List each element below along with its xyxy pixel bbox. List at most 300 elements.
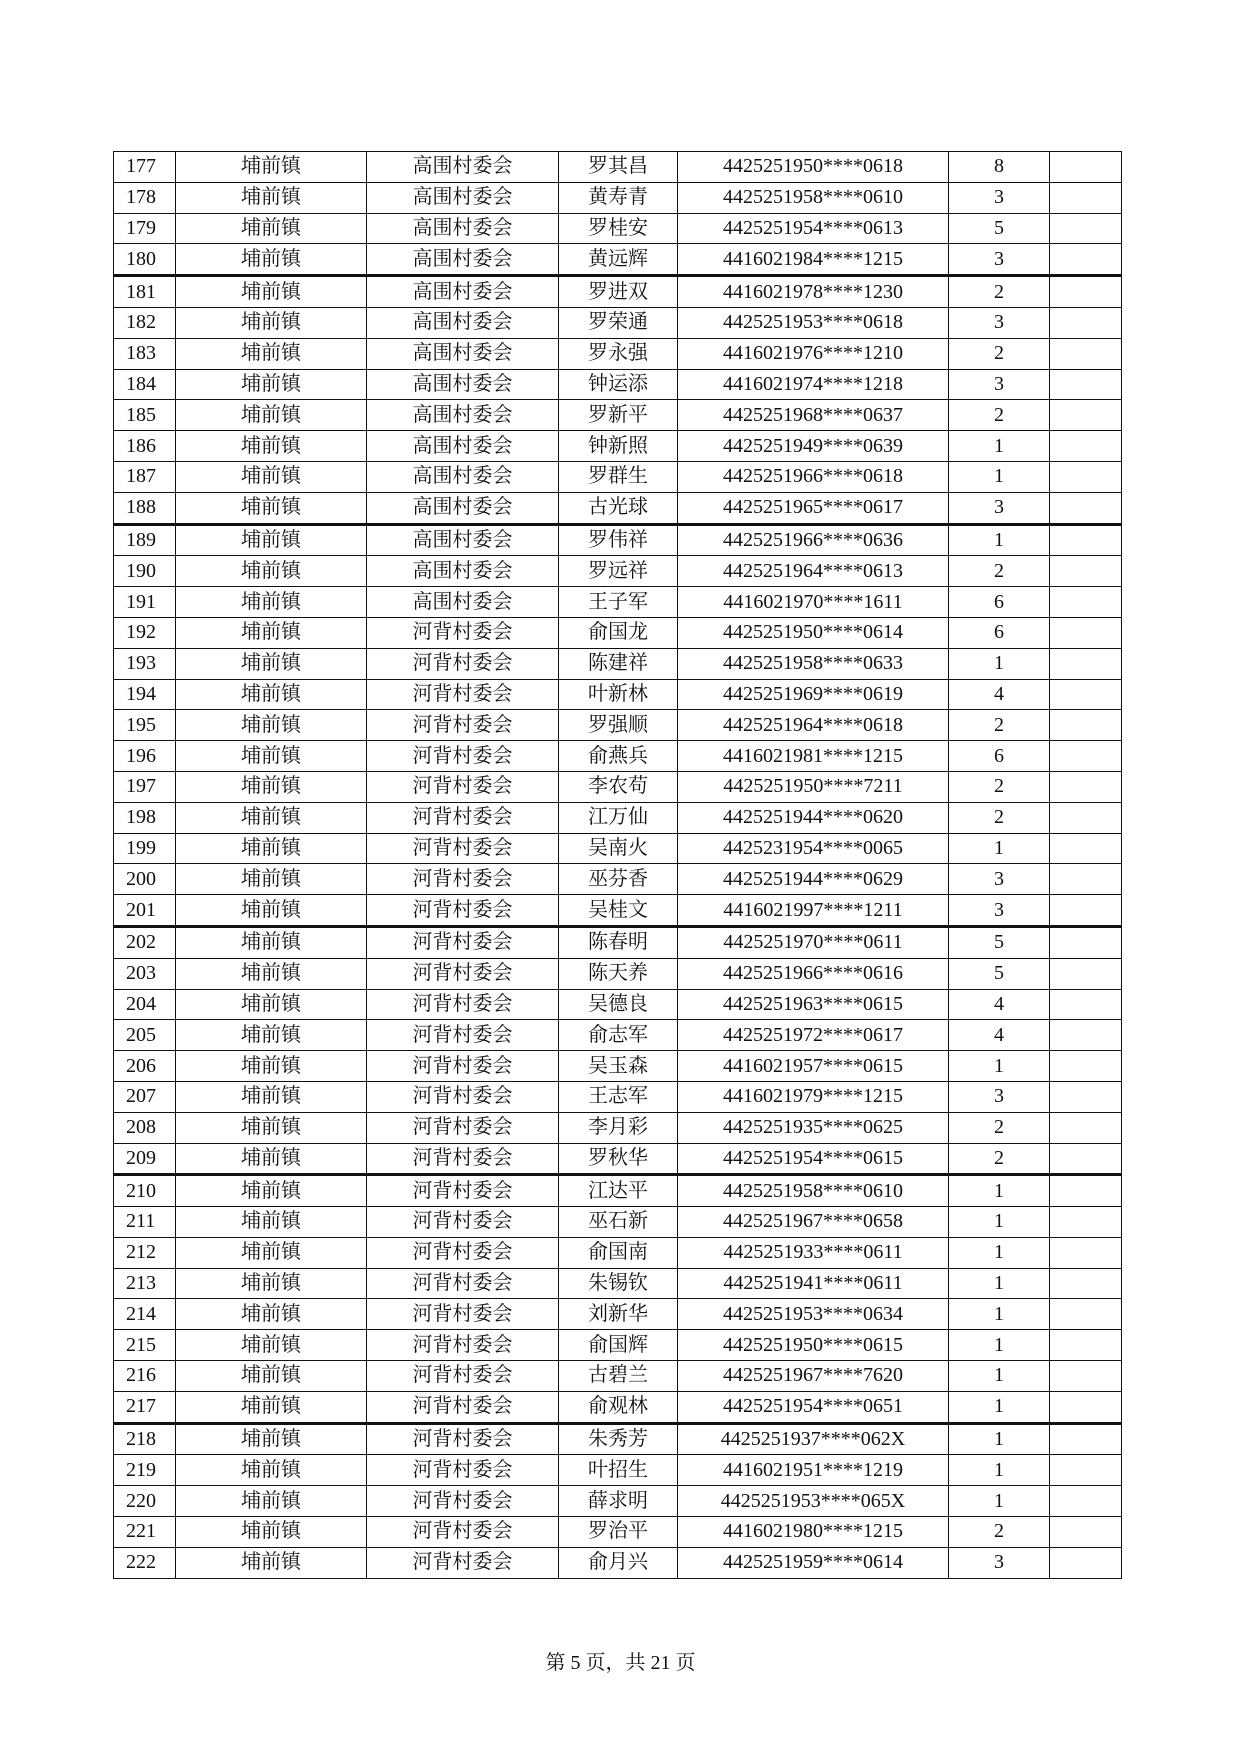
table-row [114,617,1122,648]
row-number-cell: 207 [114,1081,176,1112]
count-cell: 3 [949,492,1050,524]
row-number-cell: 214 [114,1299,176,1330]
town-cell: 埔前镇 [176,1051,367,1082]
person-name-cell: 俞燕兵 [559,741,678,772]
row-number-cell: 182 [114,307,176,338]
count-cell: 1 [949,1268,1050,1299]
table-row [114,1517,1122,1548]
town-cell: 埔前镇 [176,1237,367,1268]
remark-cell [1050,617,1122,648]
person-name-cell: 俞国龙 [559,617,678,648]
table-row [114,833,1122,864]
row-number-cell: 178 [114,182,176,213]
row-number-cell: 189 [114,524,176,556]
town-cell: 埔前镇 [176,771,367,802]
town-cell: 埔前镇 [176,1268,367,1299]
count-cell: 6 [949,741,1050,772]
count-cell: 3 [949,307,1050,338]
person-name-cell: 黄远辉 [559,244,678,276]
count-cell: 1 [949,524,1050,556]
town-cell: 埔前镇 [176,958,367,989]
count-cell: 3 [949,182,1050,213]
count-cell: 1 [949,1299,1050,1330]
id-number-cell: 4425251950****0614 [678,617,949,648]
village-committee-cell: 高围村委会 [367,587,559,618]
village-committee-cell: 高围村委会 [367,369,559,400]
village-committee-cell: 河背村委会 [367,771,559,802]
remark-cell [1050,492,1122,524]
id-number-cell: 4416021984****1215 [678,244,949,276]
count-cell: 2 [949,1143,1050,1175]
table-row [114,710,1122,741]
id-number-cell: 4416021951****1219 [678,1455,949,1486]
person-name-cell: 罗其昌 [559,152,678,183]
remark-cell [1050,1517,1122,1548]
village-committee-cell: 河背村委会 [367,617,559,648]
person-name-cell: 钟新照 [559,431,678,462]
table-row [114,338,1122,369]
remark-cell [1050,276,1122,308]
count-cell: 2 [949,556,1050,587]
id-number-cell: 4425251953****0618 [678,307,949,338]
count-cell: 4 [949,989,1050,1020]
person-name-cell: 薛求明 [559,1486,678,1517]
person-name-cell: 吴南火 [559,833,678,864]
remark-cell [1050,400,1122,431]
id-number-cell: 4425251966****0636 [678,524,949,556]
count-cell: 4 [949,679,1050,710]
id-number-cell: 4425251949****0639 [678,431,949,462]
count-cell: 1 [949,1237,1050,1268]
village-committee-cell: 河背村委会 [367,958,559,989]
person-name-cell: 钟运添 [559,369,678,400]
row-number-cell: 185 [114,400,176,431]
remark-cell [1050,1423,1122,1455]
row-number-cell: 199 [114,833,176,864]
row-number-cell: 222 [114,1547,176,1578]
id-number-cell: 4416021974****1218 [678,369,949,400]
table-row [114,461,1122,492]
row-number-cell: 200 [114,864,176,895]
count-cell: 1 [949,1423,1050,1455]
person-name-cell: 江达平 [559,1175,678,1207]
count-cell: 1 [949,461,1050,492]
count-cell: 2 [949,802,1050,833]
row-number-cell: 219 [114,1455,176,1486]
person-name-cell: 俞志军 [559,1020,678,1051]
village-committee-cell: 高围村委会 [367,492,559,524]
town-cell: 埔前镇 [176,244,367,276]
id-number-cell: 4425251964****0613 [678,556,949,587]
remark-cell [1050,1547,1122,1578]
table-row [114,895,1122,927]
town-cell: 埔前镇 [176,679,367,710]
table-row [114,1020,1122,1051]
count-cell: 3 [949,244,1050,276]
table-row [114,244,1122,276]
count-cell: 5 [949,958,1050,989]
village-committee-cell: 河背村委会 [367,802,559,833]
village-committee-cell: 河背村委会 [367,1143,559,1175]
count-cell: 3 [949,1547,1050,1578]
id-number-cell: 4425251953****0634 [678,1299,949,1330]
person-name-cell: 陈建祥 [559,648,678,679]
count-cell: 2 [949,338,1050,369]
town-cell: 埔前镇 [176,1455,367,1486]
person-name-cell: 罗荣通 [559,307,678,338]
row-number-cell: 190 [114,556,176,587]
remark-cell [1050,338,1122,369]
row-number-cell: 183 [114,338,176,369]
id-number-cell: 4425251941****0611 [678,1268,949,1299]
count-cell: 8 [949,152,1050,183]
count-cell: 6 [949,617,1050,648]
town-cell: 埔前镇 [176,1207,367,1238]
row-number-cell: 177 [114,152,176,183]
id-number-cell: 4425251966****0618 [678,461,949,492]
town-cell: 埔前镇 [176,989,367,1020]
village-committee-cell: 河背村委会 [367,1361,559,1392]
row-number-cell: 179 [114,213,176,244]
row-number-cell: 193 [114,648,176,679]
remark-cell [1050,1237,1122,1268]
remark-cell [1050,182,1122,213]
table-row [114,679,1122,710]
person-name-cell: 罗强顺 [559,710,678,741]
id-number-cell: 4425251969****0619 [678,679,949,710]
id-number-cell: 4425251972****0617 [678,1020,949,1051]
table-row [114,400,1122,431]
remark-cell [1050,369,1122,400]
id-number-cell: 4425251970****0611 [678,926,949,958]
table-row [114,152,1122,183]
count-cell: 5 [949,213,1050,244]
table-row [114,1143,1122,1175]
town-cell: 埔前镇 [176,1486,367,1517]
table-row [114,1081,1122,1112]
town-cell: 埔前镇 [176,182,367,213]
village-committee-cell: 高围村委会 [367,461,559,492]
village-committee-cell: 河背村委会 [367,864,559,895]
table-row [114,1391,1122,1423]
row-number-cell: 208 [114,1112,176,1143]
remark-cell [1050,926,1122,958]
town-cell: 埔前镇 [176,926,367,958]
table-row [114,864,1122,895]
village-committee-cell: 河背村委会 [367,1299,559,1330]
count-cell: 1 [949,1330,1050,1361]
remark-cell [1050,833,1122,864]
town-cell: 埔前镇 [176,802,367,833]
row-number-cell: 191 [114,587,176,618]
id-number-cell: 4425251963****0615 [678,989,949,1020]
id-number-cell: 4425251950****0615 [678,1330,949,1361]
person-name-cell: 罗永强 [559,338,678,369]
village-committee-cell: 高围村委会 [367,431,559,462]
village-committee-cell: 河背村委会 [367,926,559,958]
remark-cell [1050,1361,1122,1392]
person-name-cell: 朱秀芳 [559,1423,678,1455]
count-cell: 1 [949,648,1050,679]
table-row [114,556,1122,587]
remark-cell [1050,1391,1122,1423]
person-name-cell: 俞国辉 [559,1330,678,1361]
id-number-cell: 4425251966****0616 [678,958,949,989]
count-cell: 1 [949,833,1050,864]
village-committee-cell: 河背村委会 [367,1207,559,1238]
table-row [114,587,1122,618]
remark-cell [1050,1486,1122,1517]
town-cell: 埔前镇 [176,1361,367,1392]
id-number-cell: 4416021978****1230 [678,276,949,308]
id-number-cell: 4416021979****1215 [678,1081,949,1112]
count-cell: 3 [949,864,1050,895]
person-name-cell: 吴德良 [559,989,678,1020]
row-number-cell: 218 [114,1423,176,1455]
row-number-cell: 205 [114,1020,176,1051]
data-table [113,151,1122,1579]
town-cell: 埔前镇 [176,1391,367,1423]
count-cell: 1 [949,1391,1050,1423]
town-cell: 埔前镇 [176,307,367,338]
row-number-cell: 209 [114,1143,176,1175]
town-cell: 埔前镇 [176,864,367,895]
table-row [114,1455,1122,1486]
table-row [114,1207,1122,1238]
village-committee-cell: 河背村委会 [367,1020,559,1051]
village-committee-cell: 河背村委会 [367,1175,559,1207]
village-committee-cell: 河背村委会 [367,710,559,741]
page-footer: 第 5 页，共 21 页 [545,1652,696,1674]
row-number-cell: 184 [114,369,176,400]
person-name-cell: 罗新平 [559,400,678,431]
town-cell: 埔前镇 [176,895,367,927]
town-cell: 埔前镇 [176,461,367,492]
table-row [114,276,1122,308]
remark-cell [1050,864,1122,895]
table-row [114,1547,1122,1578]
id-number-cell: 4425251944****0629 [678,864,949,895]
town-cell: 埔前镇 [176,556,367,587]
person-name-cell: 罗进双 [559,276,678,308]
remark-cell [1050,213,1122,244]
town-cell: 埔前镇 [176,1330,367,1361]
remark-cell [1050,461,1122,492]
remark-cell [1050,1330,1122,1361]
table-row [114,771,1122,802]
remark-cell [1050,1051,1122,1082]
count-cell: 1 [949,1207,1050,1238]
count-cell: 1 [949,1361,1050,1392]
remark-cell [1050,802,1122,833]
remark-cell [1050,741,1122,772]
town-cell: 埔前镇 [176,1020,367,1051]
row-number-cell: 202 [114,926,176,958]
table-row [114,307,1122,338]
town-cell: 埔前镇 [176,648,367,679]
id-number-cell: 4425251967****7620 [678,1361,949,1392]
table-row [114,492,1122,524]
village-committee-cell: 河背村委会 [367,1237,559,1268]
person-name-cell: 古光球 [559,492,678,524]
row-number-cell: 186 [114,431,176,462]
id-number-cell: 4425251954****0613 [678,213,949,244]
person-name-cell: 巫芬香 [559,864,678,895]
id-number-cell: 4425251933****0611 [678,1237,949,1268]
row-number-cell: 196 [114,741,176,772]
id-number-cell: 4425251935****0625 [678,1112,949,1143]
table-row [114,1423,1122,1455]
remark-cell [1050,679,1122,710]
remark-cell [1050,958,1122,989]
id-number-cell: 4425251967****0658 [678,1207,949,1238]
village-committee-cell: 河背村委会 [367,1423,559,1455]
village-committee-cell: 高围村委会 [367,338,559,369]
person-name-cell: 李农苟 [559,771,678,802]
village-committee-cell: 河背村委会 [367,833,559,864]
table-row [114,958,1122,989]
person-name-cell: 吴桂文 [559,895,678,927]
remark-cell [1050,587,1122,618]
row-number-cell: 216 [114,1361,176,1392]
id-number-cell: 4425251965****0617 [678,492,949,524]
id-number-cell: 4416021976****1210 [678,338,949,369]
count-cell: 2 [949,400,1050,431]
count-cell: 3 [949,895,1050,927]
id-number-cell: 4416021980****1215 [678,1517,949,1548]
row-number-cell: 211 [114,1207,176,1238]
count-cell: 1 [949,431,1050,462]
town-cell: 埔前镇 [176,833,367,864]
remark-cell [1050,710,1122,741]
village-committee-cell: 河背村委会 [367,1112,559,1143]
row-number-cell: 212 [114,1237,176,1268]
table-row [114,1268,1122,1299]
row-number-cell: 220 [114,1486,176,1517]
table-row [114,648,1122,679]
count-cell: 2 [949,1517,1050,1548]
table-row [114,1112,1122,1143]
village-committee-cell: 河背村委会 [367,741,559,772]
town-cell: 埔前镇 [176,431,367,462]
remark-cell [1050,1112,1122,1143]
row-number-cell: 203 [114,958,176,989]
row-number-cell: 213 [114,1268,176,1299]
remark-cell [1050,1175,1122,1207]
town-cell: 埔前镇 [176,1547,367,1578]
village-committee-cell: 河背村委会 [367,1268,559,1299]
table-row [114,741,1122,772]
row-number-cell: 180 [114,244,176,276]
id-number-cell: 4425231954****0065 [678,833,949,864]
village-committee-cell: 河背村委会 [367,1081,559,1112]
id-number-cell: 4425251937****062X [678,1423,949,1455]
town-cell: 埔前镇 [176,492,367,524]
village-committee-cell: 高围村委会 [367,400,559,431]
person-name-cell: 叶招生 [559,1455,678,1486]
row-number-cell: 221 [114,1517,176,1548]
town-cell: 埔前镇 [176,617,367,648]
village-committee-cell: 高围村委会 [367,152,559,183]
count-cell: 3 [949,369,1050,400]
row-number-cell: 217 [114,1391,176,1423]
town-cell: 埔前镇 [176,1081,367,1112]
id-number-cell: 4416021981****1215 [678,741,949,772]
village-committee-cell: 河背村委会 [367,1517,559,1548]
village-committee-cell: 河背村委会 [367,1051,559,1082]
count-cell: 1 [949,1455,1050,1486]
village-committee-cell: 河背村委会 [367,989,559,1020]
count-cell: 2 [949,276,1050,308]
remark-cell [1050,1268,1122,1299]
village-committee-cell: 高围村委会 [367,524,559,556]
person-name-cell: 俞国南 [559,1237,678,1268]
person-name-cell: 古碧兰 [559,1361,678,1392]
id-number-cell: 4416021970****1611 [678,587,949,618]
row-number-cell: 198 [114,802,176,833]
table-row [114,989,1122,1020]
remark-cell [1050,989,1122,1020]
table-row [114,802,1122,833]
remark-cell [1050,648,1122,679]
count-cell: 1 [949,1486,1050,1517]
person-name-cell: 罗治平 [559,1517,678,1548]
remark-cell [1050,431,1122,462]
town-cell: 埔前镇 [176,400,367,431]
id-number-cell: 4425251958****0633 [678,648,949,679]
table-row [114,1299,1122,1330]
village-committee-cell: 高围村委会 [367,276,559,308]
id-number-cell: 4425251968****0637 [678,400,949,431]
table-row [114,524,1122,556]
remark-cell [1050,1299,1122,1330]
row-number-cell: 188 [114,492,176,524]
count-cell: 6 [949,587,1050,618]
remark-cell [1050,152,1122,183]
person-name-cell: 罗群生 [559,461,678,492]
row-number-cell: 187 [114,461,176,492]
town-cell: 埔前镇 [176,369,367,400]
row-number-cell: 201 [114,895,176,927]
person-name-cell: 俞月兴 [559,1547,678,1578]
town-cell: 埔前镇 [176,338,367,369]
id-number-cell: 4425251950****0618 [678,152,949,183]
village-committee-cell: 高围村委会 [367,556,559,587]
remark-cell [1050,1143,1122,1175]
town-cell: 埔前镇 [176,1175,367,1207]
village-committee-cell: 高围村委会 [367,307,559,338]
town-cell: 埔前镇 [176,710,367,741]
count-cell: 3 [949,1081,1050,1112]
id-number-cell: 4425251954****0615 [678,1143,949,1175]
town-cell: 埔前镇 [176,1423,367,1455]
person-name-cell: 陈天养 [559,958,678,989]
person-name-cell: 朱锡钦 [559,1268,678,1299]
person-name-cell: 陈春明 [559,926,678,958]
table-row [114,369,1122,400]
id-number-cell: 4425251944****0620 [678,802,949,833]
village-committee-cell: 河背村委会 [367,648,559,679]
person-name-cell: 俞观林 [559,1391,678,1423]
row-number-cell: 181 [114,276,176,308]
village-committee-cell: 河背村委会 [367,895,559,927]
remark-cell [1050,556,1122,587]
person-name-cell: 罗伟祥 [559,524,678,556]
person-name-cell: 黄寿青 [559,182,678,213]
village-committee-cell: 河背村委会 [367,1455,559,1486]
count-cell: 2 [949,771,1050,802]
remark-cell [1050,1020,1122,1051]
